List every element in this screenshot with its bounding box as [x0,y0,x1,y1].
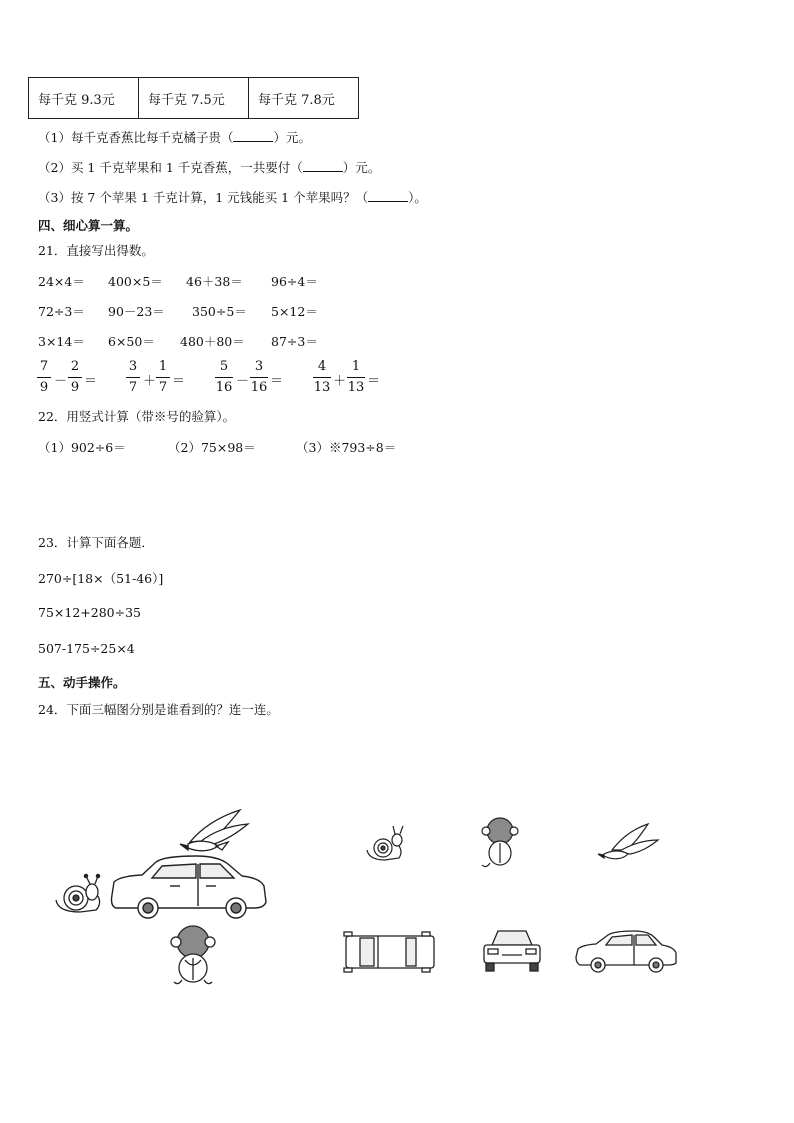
numerator: 3 [254,359,264,374]
q20-part3-end: ）。 [408,190,427,205]
bird-icon [180,810,248,851]
q21-item: 96÷4＝ [271,274,318,289]
denominator: 13 [313,380,331,395]
price-table [28,77,359,119]
q21-item: 400×5＝ [108,274,163,289]
scene-figure [50,800,290,990]
answer-blank[interactable] [303,160,343,172]
numerator: 4 [317,359,327,374]
q20-part1 [38,128,311,146]
fraction [126,358,140,397]
numerator: 5 [219,359,229,374]
q20-part2-end: ）元。 [342,160,381,175]
q21-item: 87÷3＝ [271,334,318,349]
q22-item: （3）※793÷8＝ [296,440,397,455]
car-side-view [572,925,678,975]
fraction [37,358,51,397]
answer-blank[interactable] [233,130,273,142]
q21-item: 3×14＝ [38,334,85,349]
denominator: 7 [128,380,138,395]
q20-part3-text: （3）按 7 个苹果 1 千克计算，1 元钱能买 1 个苹果吗？（ [38,190,369,205]
denominator: 13 [347,380,365,395]
q21-title: 21．直接写出得数。 [38,243,154,258]
car-top-icon [344,932,434,972]
numerator: 1 [158,359,168,374]
operator: － [236,374,250,389]
q22-item: （1）902÷6＝ [38,440,126,455]
q20-part1-text: （1）每千克香蕉比每千克橘子贵（ [38,130,234,145]
operator: ＋ [143,374,157,389]
operator: － [54,374,68,389]
denominator: 9 [70,380,80,395]
fraction [215,358,233,397]
q20-part1-end: ）元。 [273,130,311,145]
q23-item: 270÷[18×（51-46）] [38,571,164,586]
equals-sign: ＝ [84,374,98,389]
q20-part3 [38,188,427,206]
answer-blank[interactable] [368,190,408,202]
equals-sign: ＝ [270,374,284,389]
monkey-option [478,815,522,871]
fraction [68,358,82,397]
section-5-heading: 五、动手操作。 [38,675,126,690]
q20-part2 [38,158,380,176]
snail-option [365,820,415,865]
denominator: 16 [215,380,233,395]
q21-item: 72÷3＝ [38,304,85,319]
fraction [156,358,170,397]
car-front-view [478,925,546,975]
car-top-view [342,930,438,974]
q21-item: 46＋38＝ [186,274,243,289]
numerator: 1 [351,359,361,374]
q22-title: 22．用竖式计算（带※号的验算）。 [38,409,236,424]
price-cell: 每千克 7.5元 [139,78,249,119]
fraction [347,358,365,397]
q23-title: 23．计算下面各题． [38,535,154,550]
fraction [313,358,331,397]
q23-item: 75×12+280÷35 [38,605,141,620]
equals-sign: ＝ [172,374,186,389]
q21-item: 90－23＝ [108,304,165,319]
section-4-heading: 四、细心算一算。 [38,218,139,233]
denominator: 9 [39,380,49,395]
q23-item: 507-175÷25×4 [38,641,135,656]
numerator: 2 [70,359,80,374]
operator: ＋ [333,374,347,389]
snail-icon [367,826,403,860]
price-cell: 每千克 7.8元 [249,78,359,119]
monkey-icon [171,926,215,984]
q20-part2-text: （2）买 1 千克苹果和 1 千克香蕉，一共要付（ [38,160,303,175]
q21-item: 24×4＝ [38,274,85,289]
denominator: 7 [158,380,168,395]
bird-option [598,822,660,866]
denominator: 16 [250,380,268,395]
q21-item: 6×50＝ [108,334,155,349]
monkey-icon [482,818,518,867]
car-front-icon [484,931,540,971]
q22-item: （2）75×98＝ [168,440,256,455]
price-cell: 每千克 9.3元 [29,78,139,119]
car-side-icon [112,856,267,918]
q21-item: 350÷5＝ [192,304,247,319]
q21-item: 5×12＝ [271,304,318,319]
snail-icon [56,874,100,912]
q24-title: 24．下面三幅图分别是谁看到的？连一连。 [38,702,279,717]
equals-sign: ＝ [367,374,381,389]
numerator: 7 [39,359,49,374]
numerator: 3 [128,359,138,374]
car-side-icon [576,931,676,972]
bird-icon [598,824,658,859]
fraction [250,358,268,397]
q21-item: 480＋80＝ [180,334,245,349]
